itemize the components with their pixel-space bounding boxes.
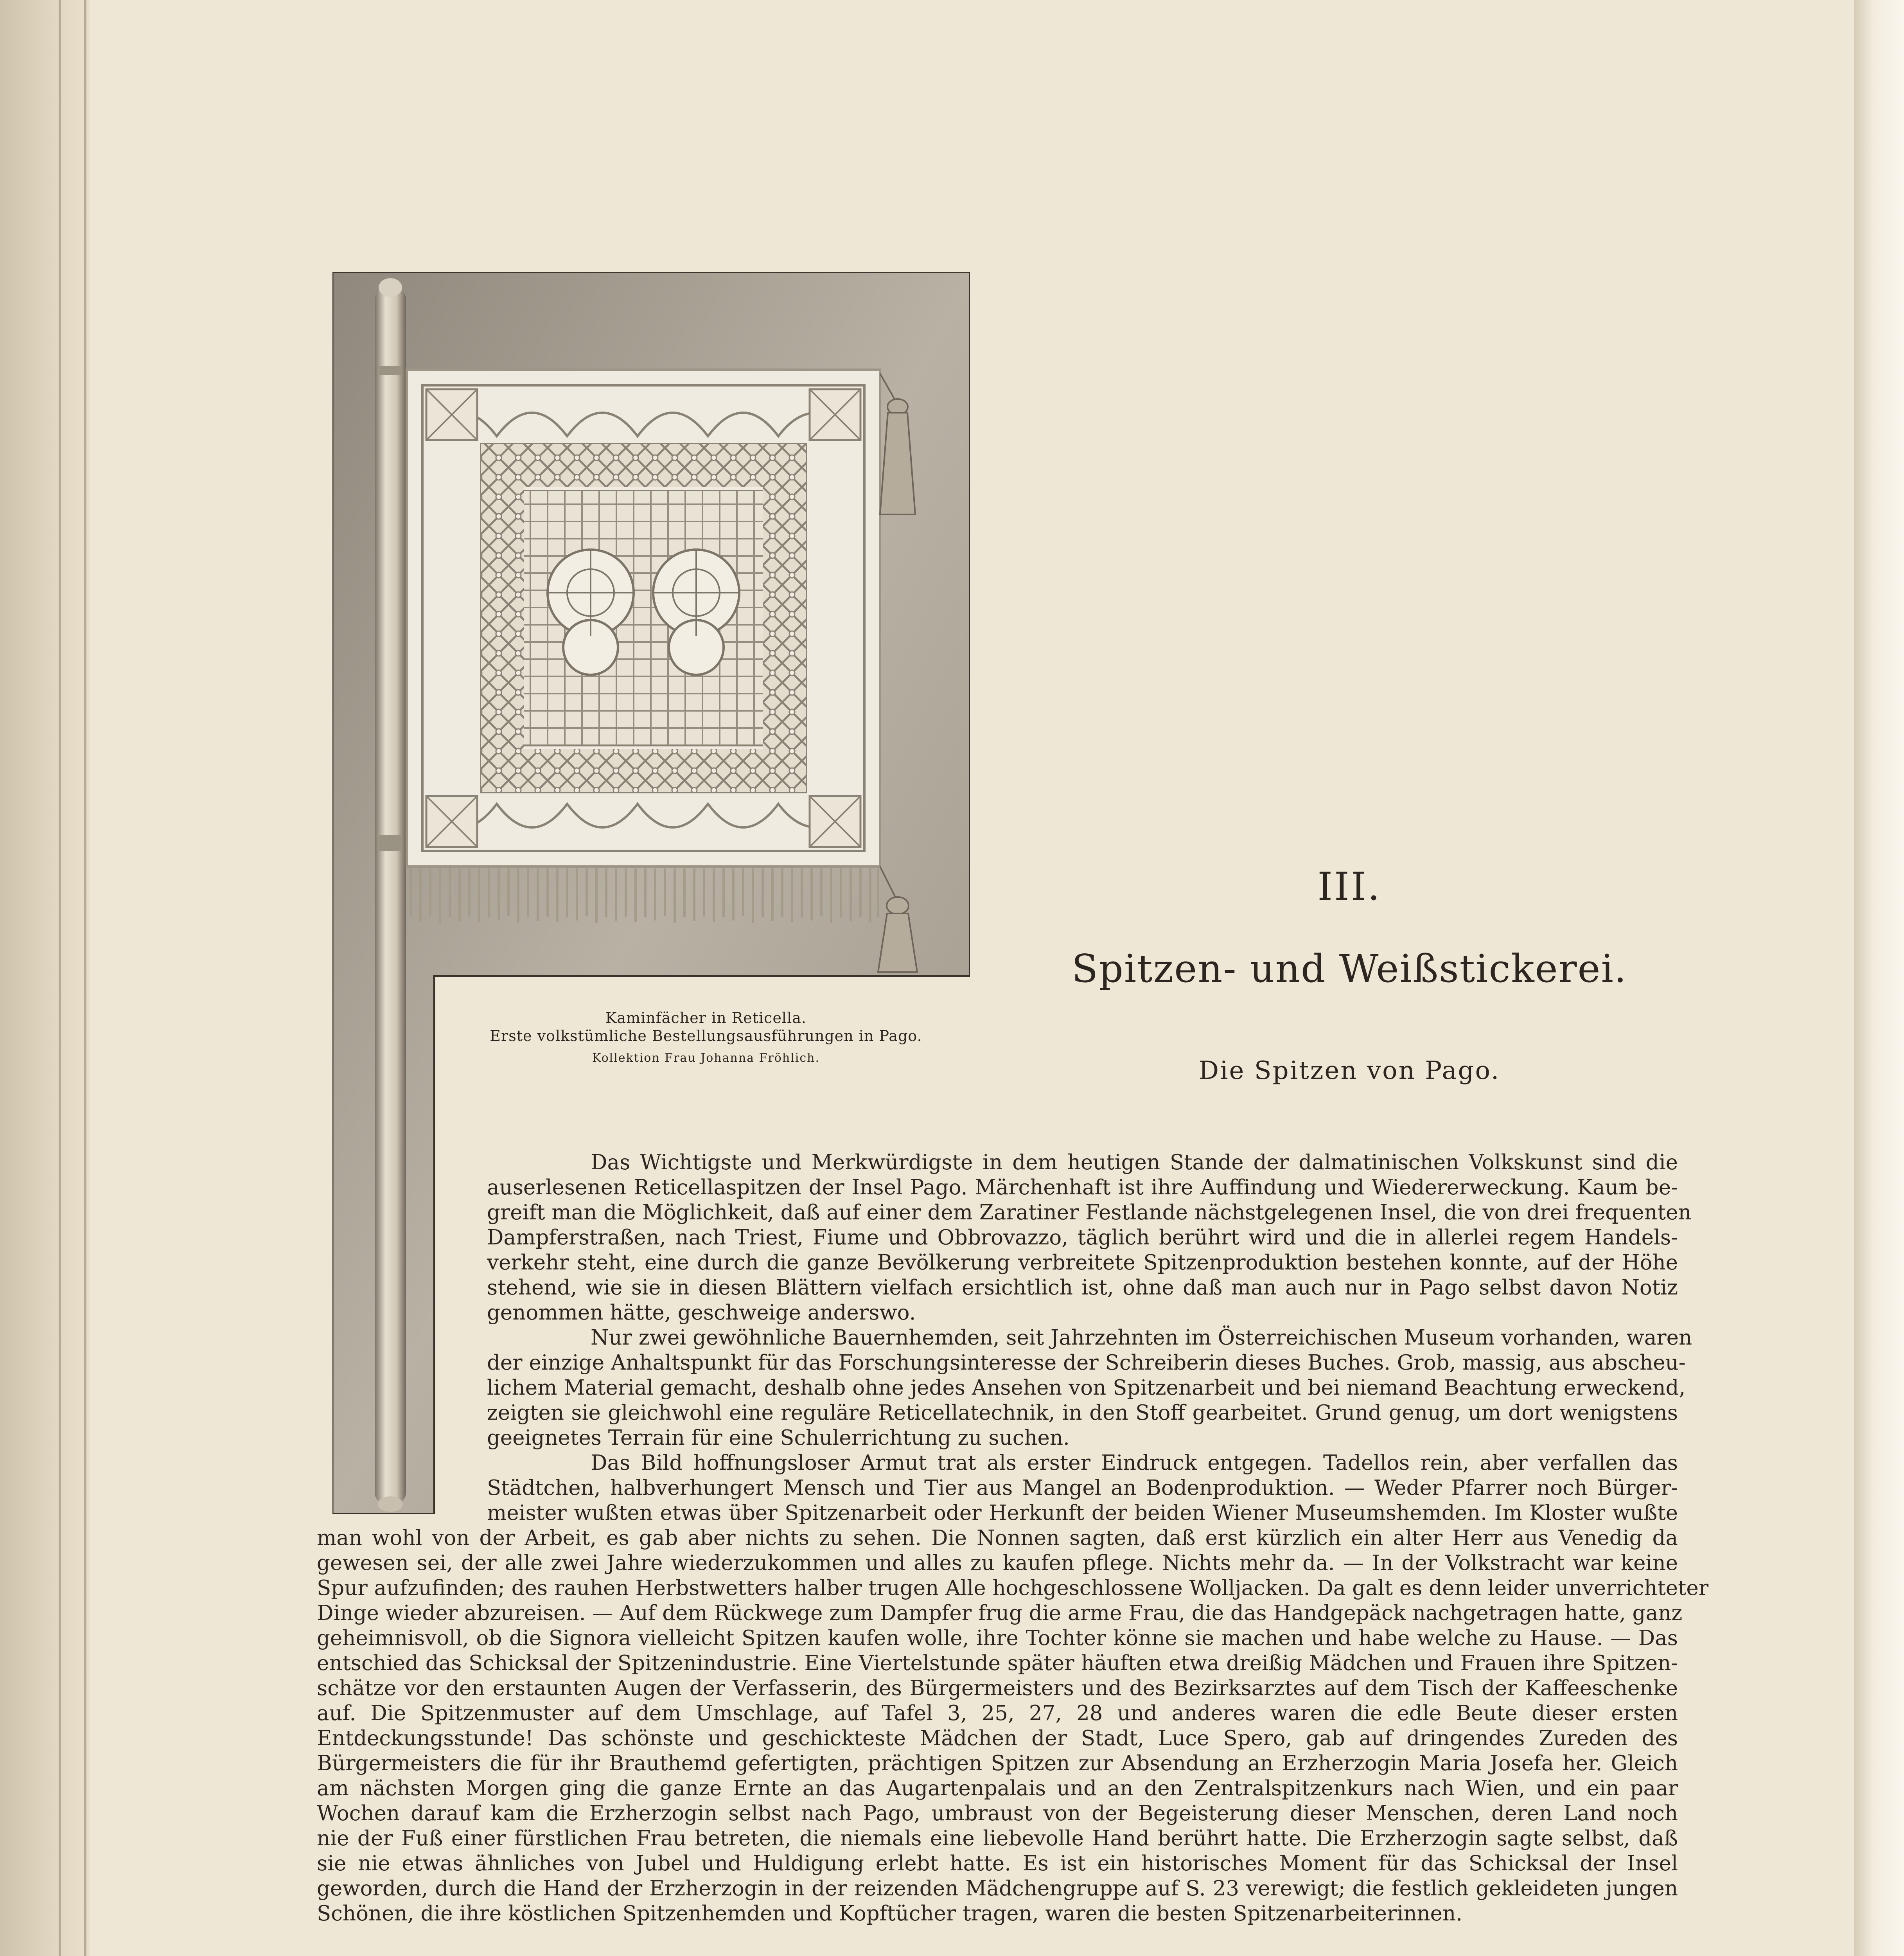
text-line: Schönen, die ihre köstlichen Spitzenhemden und Kopftücher tragen, waren die besten Spitzenarbeiterinnen.: [317, 1902, 1462, 1925]
book-left-edge: [0, 0, 90, 1956]
text-line: zeigten sie gleichwohl eine reguläre Reticellatechnik, in den Stoff gearbeitet. Grund genug, um dort wenigstens: [487, 1401, 1678, 1425]
text-line: geworden, durch die Hand der Erzherzogin in der reizenden Mädchengruppe auf S. 23 verewigt; die festlich gekleideten jungen: [317, 1877, 1678, 1900]
text-line: Nur zwei gewöhnliche Bauernhemden, seit Jahrzehnten im Österreichischen Museum vorhanden, waren: [591, 1326, 1692, 1350]
caption-title: Kaminfächer in Reticella.: [605, 1009, 807, 1027]
text-line: verkehr steht, eine durch die ganze Bevölkerung verbreitete Spitzenproduktion bestehen konnte, auf der Höhe: [487, 1251, 1678, 1275]
text-line: Entdeckungsstunde! Das schönste und geschickteste Mädchen der Stadt, Luce Spero, gab auf dringendes Zureden des: [317, 1726, 1678, 1750]
text-line: nie der Fuß einer fürstlichen Frau betreten, die niemals eine liebevolle Hand berührt hatte. Die Erzherzogin sagte selbst, daß: [317, 1827, 1678, 1850]
text-line: geeignetes Terrain für eine Schulerrichtung zu suchen.: [487, 1426, 1070, 1450]
book-right-edge: [1854, 0, 1904, 1956]
text-line: Städtchen, halbverhungert Mensch und Tier aus Mangel an Bodenproduktion. — Weder Pfarrer noch Bürger-: [487, 1476, 1678, 1500]
section-title: Die Spitzen von Pago.: [1198, 1056, 1500, 1085]
text-line: man wohl von der Arbeit, es gab aber nichts zu sehen. Die Nonnen sagten, daß erst kürzlich ein alter Herr aus Venedig da: [317, 1526, 1678, 1550]
caption-subtitle: Erste volkstümliche Bestellungsausführungen in Pago.: [490, 1027, 922, 1045]
text-line: Spur aufzufinden; des rauhen Herbstwetters halber trugen Alle hochgeschlossene Wolljacken. Da galt es denn leider unverrichteter: [317, 1576, 1709, 1600]
chapter-title: Spitzen- und Weißstickerei.: [1072, 947, 1627, 991]
page-edge-line: [84, 0, 86, 1956]
text-line: gewesen sei, der alle zwei Jahre wiederzukommen und alles zu kaufen pflege. Nichts mehr da. — In der Volkstracht war keine: [317, 1551, 1678, 1575]
text-line: Dinge wieder abzureisen. — Auf dem Rückwege zum Dampfer frug die arme Frau, die das Handgepäck nachgetragen hatte, ganz: [317, 1601, 1683, 1625]
text-line: Bürgermeisters die für ihr Brauthemd gefertigten, prächtigen Spitzen zur Absendung an Erzherzogin Maria Josefa her. Gleich: [317, 1751, 1678, 1775]
text-line: genommen hätte, geschweige anderswo.: [487, 1301, 916, 1325]
text-line: schätze vor den erstaunten Augen der Verfasserin, des Bürgermeisters und des Bezirksarztes auf dem Tisch der Kaffeeschenke: [317, 1676, 1678, 1700]
text-line: geheimnisvoll, ob die Signora vielleicht Spitzen kaufen wolle, ihre Tochter könne sie machen und habe welche zu Hause. — Das: [317, 1626, 1678, 1650]
text-line: auf. Die Spitzenmuster auf dem Umschlage, auf Tafel 3, 25, 27, 28 und anderes waren die edle Beute dieser ersten: [317, 1701, 1678, 1725]
chapter-number: III.: [1317, 865, 1381, 909]
caption-collection: Kollektion Frau Johanna Fröhlich.: [592, 1051, 820, 1065]
text-line: auserlesenen Reticellaspitzen der Insel Pago. Märchenhaft ist ihre Auffindung und Wiedererweckung. Kaum be-: [487, 1176, 1678, 1199]
page-edge-line: [59, 0, 61, 1956]
text-line: am nächsten Morgen ging die ganze Ernte an das Augartenpalais und an den Zentralspitzenkurs nach Wien, und ein paar: [317, 1776, 1678, 1800]
text-line: meister wußten etwas über Spitzenarbeit oder Herkunft der beiden Wiener Museumshemden. Im Kloster wußte: [487, 1501, 1678, 1525]
text-line: der einzige Anhaltspunkt für das Forschungsinteresse der Schreiberin dieses Buches. Grob, massig, aus abscheu-: [487, 1351, 1686, 1375]
text-line: lichem Material gemacht, deshalb ohne jedes Ansehen von Spitzenarbeit und bei niemand Beachtung erweckend,: [487, 1376, 1686, 1400]
text-line: Das Bild hoffnungsloser Armut trat als erster Eindruck entgegen. Tadellos rein, aber verfallen das: [591, 1451, 1678, 1475]
text-line: stehend, wie sie in diesen Blättern vielfach ersichtlich ist, ohne daß man auch nur in Pago selbst davon Notiz: [487, 1276, 1678, 1300]
text-line: Das Wichtigste und Merkwürdigste in dem heutigen Stande der dalmatinischen Volkskunst sind die: [591, 1151, 1678, 1174]
figure-caption: [434, 1009, 978, 1065]
text-line: entschied das Schicksal der Spitzenindustrie. Eine Viertelstunde später häuften etwa dreißig Mädchen und Frauen ihre Spitzen-: [317, 1651, 1678, 1675]
text-line: Dampferstraßen, nach Triest, Fiume und Obbrovazzo, täglich berührt wird und die in allerlei regem Handels-: [487, 1226, 1678, 1249]
text-line: greift man die Möglichkeit, daß auf einer dem Zaratiner Festlande nächstgelegenen Insel, die von drei frequenten: [487, 1201, 1692, 1224]
text-line: Wochen darauf kam die Erzherzogin selbst nach Pago, umbraust von der Begeisterung dieser Menschen, deren Land noch: [317, 1801, 1678, 1825]
text-line: sie nie etwas ähnliches von Jubel und Huldigung erlebt hatte. Es ist ein historisches Moment für das Schicksal der Insel: [317, 1852, 1678, 1875]
